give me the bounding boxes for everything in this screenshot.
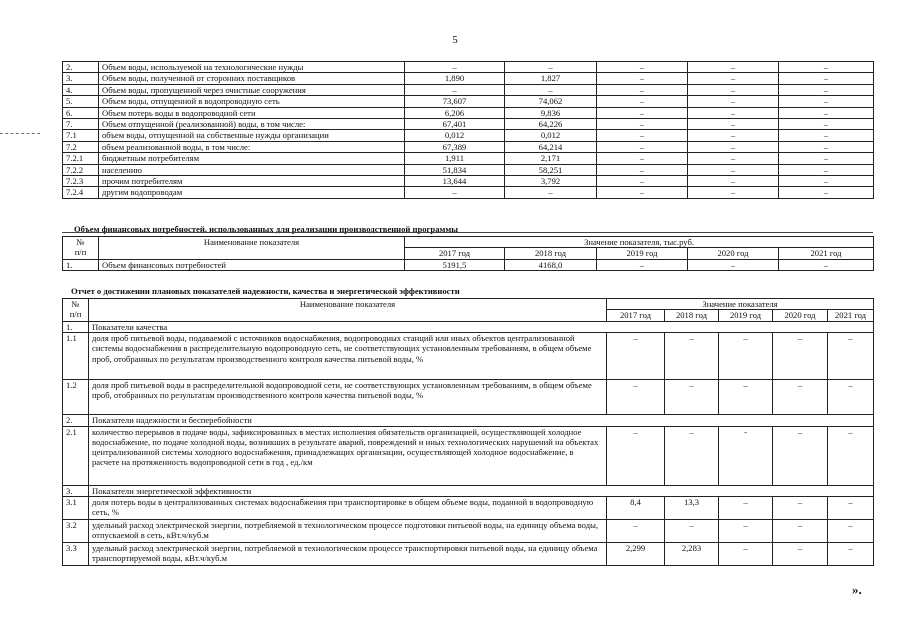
- table-row: [63, 497, 874, 520]
- indicator-name: удельный расход электрической энергии, потребляемой в технологическом процессе транспортировки питьевой воды, на единицу объема транспортируемой воды, кВт.ч/куб.м: [89, 543, 607, 566]
- row-value: –: [405, 84, 505, 95]
- table-row: [63, 73, 874, 84]
- row-name: объем реализованной воды, в том числе:: [99, 141, 405, 152]
- row-value: –: [597, 73, 688, 84]
- section-row: [63, 485, 874, 496]
- indicator-value: –: [828, 497, 874, 520]
- table-row: [63, 333, 874, 380]
- row-name: Объем воды, пропущенной через очистные сооружения: [99, 84, 405, 95]
- report-section-title: Отчет о достижении плановых показателей надежности, качества и энергетической эффективности: [71, 286, 460, 296]
- row-value: –: [779, 164, 874, 175]
- row-number: 7.2: [63, 141, 99, 152]
- row-value: –: [597, 130, 688, 141]
- row-number: 1.: [63, 321, 89, 332]
- indicator-value: –: [665, 520, 719, 543]
- row-number: 7.1: [63, 130, 99, 141]
- row-value: –: [779, 141, 874, 152]
- row-value: 64,226: [505, 119, 597, 130]
- indicator-value: –: [607, 520, 665, 543]
- finance-table: [62, 236, 874, 271]
- row-value: –: [597, 107, 688, 118]
- row-value: –: [597, 84, 688, 95]
- row-value: –: [688, 164, 779, 175]
- report-year: 2020 год: [773, 310, 828, 321]
- row-value: –: [597, 153, 688, 164]
- closing-quote-mark: ».: [852, 582, 862, 597]
- indicator-name: количество перерывов в подаче воды, зафиксированных в местах исполнения обязательств организацией, осуществляющей холодное водоснабжение, по подаче холодной воды, возникших в результате аварий, повреждений и иных технологических нарушений на объектах централизованной системы холодного водоснабжения, принадлежащих организации, осуществляющей холодное водоснабжение, в расчете на протяженность водопроводной сети в год , ед./км: [89, 426, 607, 485]
- row-value: 0,012: [505, 130, 597, 141]
- section-name: Показатели энергетической эффективности: [89, 485, 874, 496]
- table-row: [63, 62, 874, 73]
- row-number: 3.: [63, 485, 89, 496]
- row-number: 7.2.1: [63, 153, 99, 164]
- row-value: –: [779, 107, 874, 118]
- row-value: –: [688, 119, 779, 130]
- row-value: –: [688, 96, 779, 107]
- row-number: 4.: [63, 84, 99, 95]
- table-row: [63, 141, 874, 152]
- row-value: –: [505, 62, 597, 73]
- indicator-value: –: [828, 543, 874, 566]
- row-value: –: [779, 96, 874, 107]
- row-value: 58,251: [505, 164, 597, 175]
- report-head-name: Наименование показателя: [89, 299, 607, 322]
- indicator-value: –: [719, 333, 773, 380]
- finance-year: 2021 год: [779, 248, 874, 259]
- row-value: 0,012: [405, 130, 505, 141]
- row-value: 9,836: [505, 107, 597, 118]
- indicator-value: –: [607, 333, 665, 380]
- row-value: 67,389: [405, 141, 505, 152]
- row-value: –: [779, 84, 874, 95]
- section-rule: [62, 232, 873, 233]
- row-value: –: [405, 187, 505, 198]
- table-row: [63, 119, 874, 130]
- row-value: 3,792: [505, 176, 597, 187]
- finance-year: 2018 год: [505, 248, 597, 259]
- finance-row-name: Объем финансовых потребностей: [99, 259, 405, 270]
- row-number: 3.: [63, 73, 99, 84]
- row-number: 3.2: [63, 520, 89, 543]
- indicator-value: 2,283: [665, 543, 719, 566]
- indicator-name: доля потерь воды в централизованных системах водоснабжения при транспортировке в общем объеме воды, поданной в водопроводную сеть, %: [89, 497, 607, 520]
- report-year: 2021 год: [828, 310, 874, 321]
- section-row: [63, 415, 874, 426]
- finance-section-title: Объем финансовых потребностей, использованных для реализации производственной программы: [74, 224, 458, 234]
- indicator-value: 2,299: [607, 543, 665, 566]
- water-volume-table: [62, 61, 874, 199]
- indicator-value: –: [828, 380, 874, 415]
- row-name: Объем воды, полученной от сторонних поставщиков: [99, 73, 405, 84]
- row-value: –: [779, 73, 874, 84]
- indicator-value: –: [719, 380, 773, 415]
- row-value: –: [688, 141, 779, 152]
- row-value: –: [597, 119, 688, 130]
- row-value: –: [597, 62, 688, 73]
- row-number: 3.3: [63, 543, 89, 566]
- row-name: Объем воды, используемой на технологические нужды: [99, 62, 405, 73]
- row-name: прочим потребителям: [99, 176, 405, 187]
- row-value: 67,401: [405, 119, 505, 130]
- row-number: 1.2: [63, 380, 89, 415]
- indicator-value: –: [665, 426, 719, 485]
- finance-row-value: –: [779, 259, 874, 270]
- table-row: [63, 520, 874, 543]
- row-value: 1,911: [405, 153, 505, 164]
- row-name: Объем отпущенной (реализованной) воды, в том числе:: [99, 119, 405, 130]
- row-value: 1,827: [505, 73, 597, 84]
- row-value: –: [779, 187, 874, 198]
- section-name: Показатели надежности и бесперебойности: [89, 415, 874, 426]
- margin-dash-line: [0, 133, 40, 134]
- row-value: –: [779, 130, 874, 141]
- report-year: 2017 год: [607, 310, 665, 321]
- row-number: 7.2.3: [63, 176, 99, 187]
- section-row: [63, 321, 874, 332]
- row-value: 74,062: [505, 96, 597, 107]
- row-value: –: [688, 73, 779, 84]
- indicator-name: доля проб питьевой воды в распределительной водопроводной сети, не соответствующих установленным требованиям, в общем объеме проб, отобранных по результатам производственного контроля качества питьевой воды, %: [89, 380, 607, 415]
- indicator-value: –: [773, 497, 828, 520]
- row-value: –: [688, 62, 779, 73]
- table-row: [63, 164, 874, 175]
- row-value: –: [405, 62, 505, 73]
- indicator-value: –: [773, 333, 828, 380]
- row-value: –: [688, 176, 779, 187]
- row-number: 7.: [63, 119, 99, 130]
- indicator-value: –: [607, 380, 665, 415]
- table-row: [63, 543, 874, 566]
- indicator-value: -: [719, 426, 773, 485]
- table-row: [63, 130, 874, 141]
- finance-head-value: Значение показателя, тыс.руб.: [405, 237, 874, 248]
- finance-year: 2017 год: [405, 248, 505, 259]
- indicator-value: –: [828, 333, 874, 380]
- row-number: 3.1: [63, 497, 89, 520]
- row-name: объем воды, отпущенной на собственные нужды организации: [99, 130, 405, 141]
- row-number: 5.: [63, 96, 99, 107]
- table-row: [63, 426, 874, 485]
- row-number: 7.2.2: [63, 164, 99, 175]
- indicator-value: –: [719, 543, 773, 566]
- row-number: 6.: [63, 107, 99, 118]
- row-number: 2.: [63, 62, 99, 73]
- finance-row-value: –: [597, 259, 688, 270]
- indicator-name: доля проб питьевой воды, подаваемой с источников водоснабжения, водопроводных станций или иных объектов централизованной системы водоснабжения в распределительную водопроводную сеть, не соответствующих установленным требованиям, в общем объеме проб, отобранных по результатам производственного контроля качества питьевой воды, %: [89, 333, 607, 380]
- row-value: –: [688, 107, 779, 118]
- row-value: –: [597, 96, 688, 107]
- finance-row-value: 5191,5: [405, 259, 505, 270]
- row-number: 1.1: [63, 333, 89, 380]
- row-value: 13,644: [405, 176, 505, 187]
- row-number: 2.1: [63, 426, 89, 485]
- row-value: 1,890: [405, 73, 505, 84]
- table-row: [63, 153, 874, 164]
- row-value: –: [505, 84, 597, 95]
- row-value: 64,214: [505, 141, 597, 152]
- indicator-value: –: [665, 380, 719, 415]
- indicator-value: –: [773, 380, 828, 415]
- row-value: –: [597, 164, 688, 175]
- table-row: [63, 107, 874, 118]
- row-value: 6,206: [405, 107, 505, 118]
- row-value: –: [779, 119, 874, 130]
- report-head-value: Значение показателя: [607, 299, 874, 310]
- row-value: –: [779, 153, 874, 164]
- finance-head-num: № п/п: [63, 237, 99, 260]
- report-year: 2018 год: [665, 310, 719, 321]
- indicator-name: удельный расход электрической энергии, потребляемой в технологическом процессе подготовки питьевой воды, на единицу объема воды, отпускаемой в сеть, кВт.ч/куб.м: [89, 520, 607, 543]
- row-value: –: [779, 176, 874, 187]
- row-name: Объем потерь воды в водопроводной сети: [99, 107, 405, 118]
- indicator-value: –: [773, 520, 828, 543]
- indicator-value: –: [719, 520, 773, 543]
- indicator-value: –: [607, 426, 665, 485]
- finance-row-num: 1.: [63, 259, 99, 270]
- finance-year: 2020 год: [688, 248, 779, 259]
- indicator-value: 13,3: [665, 497, 719, 520]
- report-head-num: № п/п: [63, 299, 89, 322]
- indicator-value: 8,4: [607, 497, 665, 520]
- indicator-value: –: [719, 497, 773, 520]
- indicator-value: –: [773, 543, 828, 566]
- row-name: другим водопроводам: [99, 187, 405, 198]
- row-value: 51,834: [405, 164, 505, 175]
- report-year: 2019 год: [719, 310, 773, 321]
- indicator-value: –: [828, 520, 874, 543]
- indicator-value: –: [773, 426, 828, 485]
- row-name: населению: [99, 164, 405, 175]
- row-number: 2.: [63, 415, 89, 426]
- row-value: –: [688, 130, 779, 141]
- finance-row-value: 4168,0: [505, 259, 597, 270]
- row-value: –: [688, 187, 779, 198]
- table-row: [63, 96, 874, 107]
- page-number: 5: [452, 34, 458, 46]
- row-value: –: [597, 176, 688, 187]
- row-value: –: [688, 84, 779, 95]
- table-row: [63, 380, 874, 415]
- row-value: 2,171: [505, 153, 597, 164]
- row-name: бюджетным потребителям: [99, 153, 405, 164]
- section-name: Показатели качества: [89, 321, 874, 332]
- row-number: 7.2.4: [63, 187, 99, 198]
- row-value: –: [779, 62, 874, 73]
- row-value: –: [597, 187, 688, 198]
- row-value: –: [597, 141, 688, 152]
- table-row: [63, 259, 874, 270]
- table-row: [63, 187, 874, 198]
- finance-row-value: –: [688, 259, 779, 270]
- table-row: [63, 176, 874, 187]
- finance-head-name: Наименование показателя: [99, 237, 405, 260]
- indicator-value: –: [665, 333, 719, 380]
- report-table: [62, 298, 874, 566]
- indicator-value: –: [828, 426, 874, 485]
- finance-year: 2019 год: [597, 248, 688, 259]
- row-value: –: [688, 153, 779, 164]
- row-value: 73,607: [405, 96, 505, 107]
- row-value: –: [505, 187, 597, 198]
- row-name: Объем воды, отпущенной в водопроводную сеть: [99, 96, 405, 107]
- table-row: [63, 84, 874, 95]
